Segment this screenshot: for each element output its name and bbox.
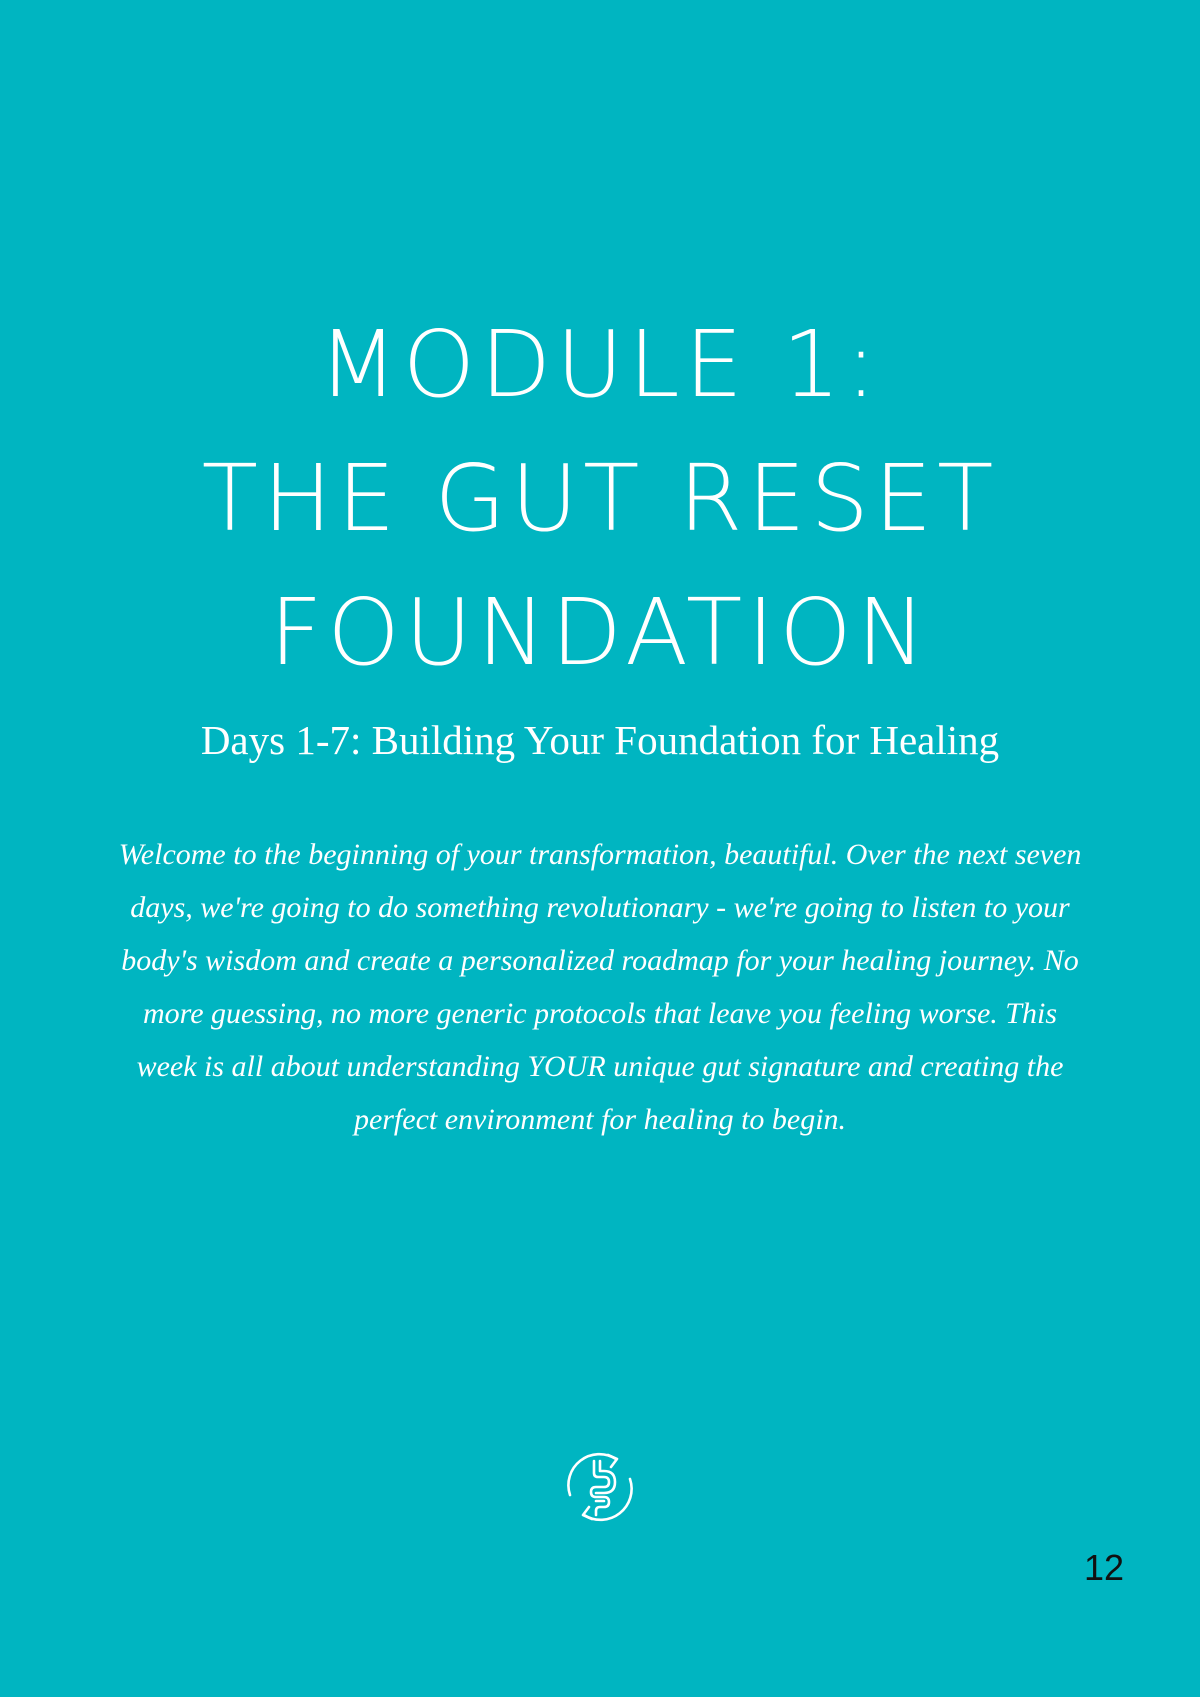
page-number: 12 [1083,1547,1124,1588]
module-intro-paragraph: Welcome to the beginning of your transformation, beautiful. Over the next seven days, we're going to do something revolutionary - we're going to listen to your body's wisdom and create a personalized roadmap for your healing journey. No more guessing, no more generic protocols that leave you feeling worse. This week is all about understanding YOUR unique gut signature and creating the perfect environment for healing to begin. [118,838,1082,1136]
gut-reset-cycle-icon [556,1443,644,1531]
module-heading [0,298,1200,700]
module-heading-line-2: THE GUT RESET [201,445,999,552]
module-subtitle: Days 1-7: Building Your Foundation for Healing [200,717,1000,763]
module-heading-line-3: FOUNDATION [269,579,931,686]
module-heading-line-1: MODULE 1: [318,311,882,418]
